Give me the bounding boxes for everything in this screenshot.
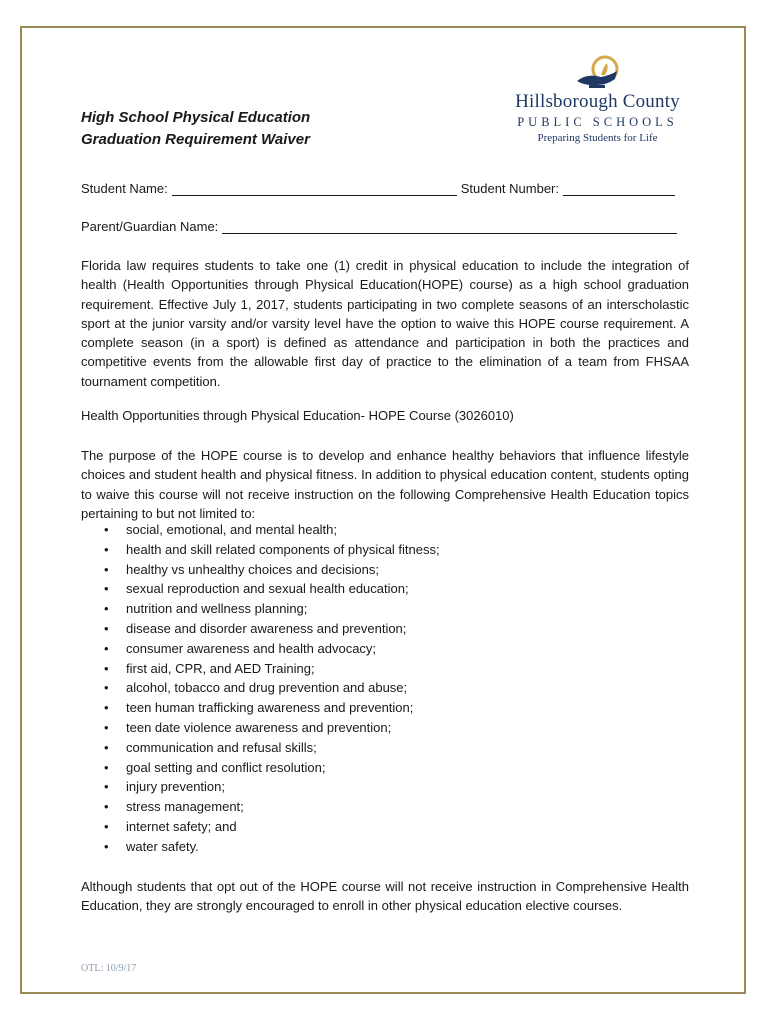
list-item-text: injury prevention; xyxy=(126,779,225,795)
list-item xyxy=(104,718,440,738)
student-name-field[interactable] xyxy=(172,181,457,196)
list-item xyxy=(104,837,440,857)
list-item xyxy=(104,599,440,619)
bullet-icon: • xyxy=(104,640,109,656)
bullet-icon: • xyxy=(104,818,109,834)
district-logo xyxy=(505,53,690,148)
student-name-label: Student Name: xyxy=(81,181,168,196)
bullet-icon: • xyxy=(104,561,109,577)
list-item xyxy=(104,560,440,580)
student-number-field[interactable] xyxy=(563,181,675,196)
purpose-paragraph: The purpose of the HOPE course is to develop and enhance healthy behaviors that influence lifestyle choices and student health and physical fitness. In addition to physical education content, students opting to waive this course will not receive instruction on the following Comprehensive Health Education topics pertaining to but not limited to: xyxy=(81,448,689,521)
bullet-icon: • xyxy=(104,799,109,815)
list-item xyxy=(104,520,440,540)
list-item-text: teen date violence awareness and prevention; xyxy=(126,719,392,735)
list-item xyxy=(104,777,440,797)
list-item xyxy=(104,758,440,778)
parent-name-field[interactable] xyxy=(222,219,677,234)
logo-subtitle: PUBLIC SCHOOLS xyxy=(517,115,678,129)
bullet-icon: • xyxy=(104,838,109,854)
list-item-text: health and skill related components of physical fitness; xyxy=(126,541,440,557)
list-item xyxy=(104,797,440,817)
student-info-row xyxy=(81,181,675,196)
logo-name: Hillsborough County xyxy=(515,91,680,112)
list-item-text: internet safety; and xyxy=(126,818,237,834)
bullet-icon: • xyxy=(104,541,109,557)
bullet-icon: • xyxy=(104,581,109,597)
list-item-text: nutrition and wellness planning; xyxy=(126,601,308,617)
student-number-label: Student Number: xyxy=(460,181,559,196)
list-item-text: healthy vs unhealthy choices and decisions; xyxy=(126,561,379,577)
list-item xyxy=(104,817,440,837)
course-heading: Health Opportunities through Physical Education- HOPE Course (3026010) xyxy=(81,408,514,423)
list-item-text: social, emotional, and mental health; xyxy=(126,522,338,537)
bullet-icon: • xyxy=(104,680,109,696)
list-item-text: stress management; xyxy=(126,799,244,815)
parent-info-row xyxy=(81,219,677,234)
parent-name-label: Parent/Guardian Name: xyxy=(81,219,219,234)
bullet-icon: • xyxy=(104,719,109,735)
list-item xyxy=(104,619,440,639)
list-item-text: teen human trafficking awareness and prevention; xyxy=(126,700,414,716)
list-item xyxy=(104,540,440,560)
bullet-icon: • xyxy=(104,759,109,775)
bullet-icon: • xyxy=(104,779,109,795)
lamp-of-learning-icon xyxy=(567,53,627,93)
list-item-text: water safety. xyxy=(126,838,199,854)
closing-paragraph: Although students that opt out of the HOPE course will not receive instruction in Comprehensive Health Education, they are strongly encouraged to enroll in other physical education elective courses. xyxy=(81,879,689,914)
title-line-2: Graduation Requirement Waiver xyxy=(81,131,310,148)
list-item xyxy=(104,678,440,698)
list-item-text: alcohol, tobacco and drug prevention and abuse; xyxy=(126,680,408,696)
bullet-icon: • xyxy=(104,620,109,636)
title-line-1: High School Physical Education xyxy=(81,109,311,126)
footer-date: OTL: 10/9/17 xyxy=(81,963,137,974)
list-item-text: communication and refusal skills; xyxy=(126,739,317,755)
list-item xyxy=(104,698,440,718)
topics-list xyxy=(81,520,440,857)
bullet-icon: • xyxy=(104,522,109,537)
bullet-icon: • xyxy=(104,739,109,755)
list-item xyxy=(104,738,440,758)
list-item xyxy=(104,579,440,599)
document-title xyxy=(81,107,310,151)
list-item-text: sexual reproduction and sexual health education; xyxy=(126,581,409,597)
list-item xyxy=(104,659,440,679)
list-item-text: consumer awareness and health advocacy; xyxy=(126,640,377,656)
bullet-icon: • xyxy=(104,660,109,676)
list-item-text: first aid, CPR, and AED Training; xyxy=(126,660,315,676)
list-item-text: goal setting and conflict resolution; xyxy=(126,759,326,775)
list-item-text: disease and disorder awareness and prevention; xyxy=(126,620,407,636)
list-item xyxy=(104,639,440,659)
bullet-icon: • xyxy=(104,700,109,716)
waiver-paragraph: Florida law requires students to take one (1) credit in physical education to include the integration of health (Health Opportunities through Physical Education(HOPE) course) as a high school graduation requirement. Effective July 1, 2017, students participating in two complete seasons of an interscholastic sport at the junior varsity and/or varsity level have the option to waive this HOPE course requirement. A complete season (in a sport) is defined as attendance and participation in both the practices and competitive events from the allowable first day of practice to the elimination of a team from FHSAA tournament competition. xyxy=(81,258,689,389)
logo-tagline: Preparing Students for Life xyxy=(537,132,658,144)
bullet-icon: • xyxy=(104,601,109,617)
